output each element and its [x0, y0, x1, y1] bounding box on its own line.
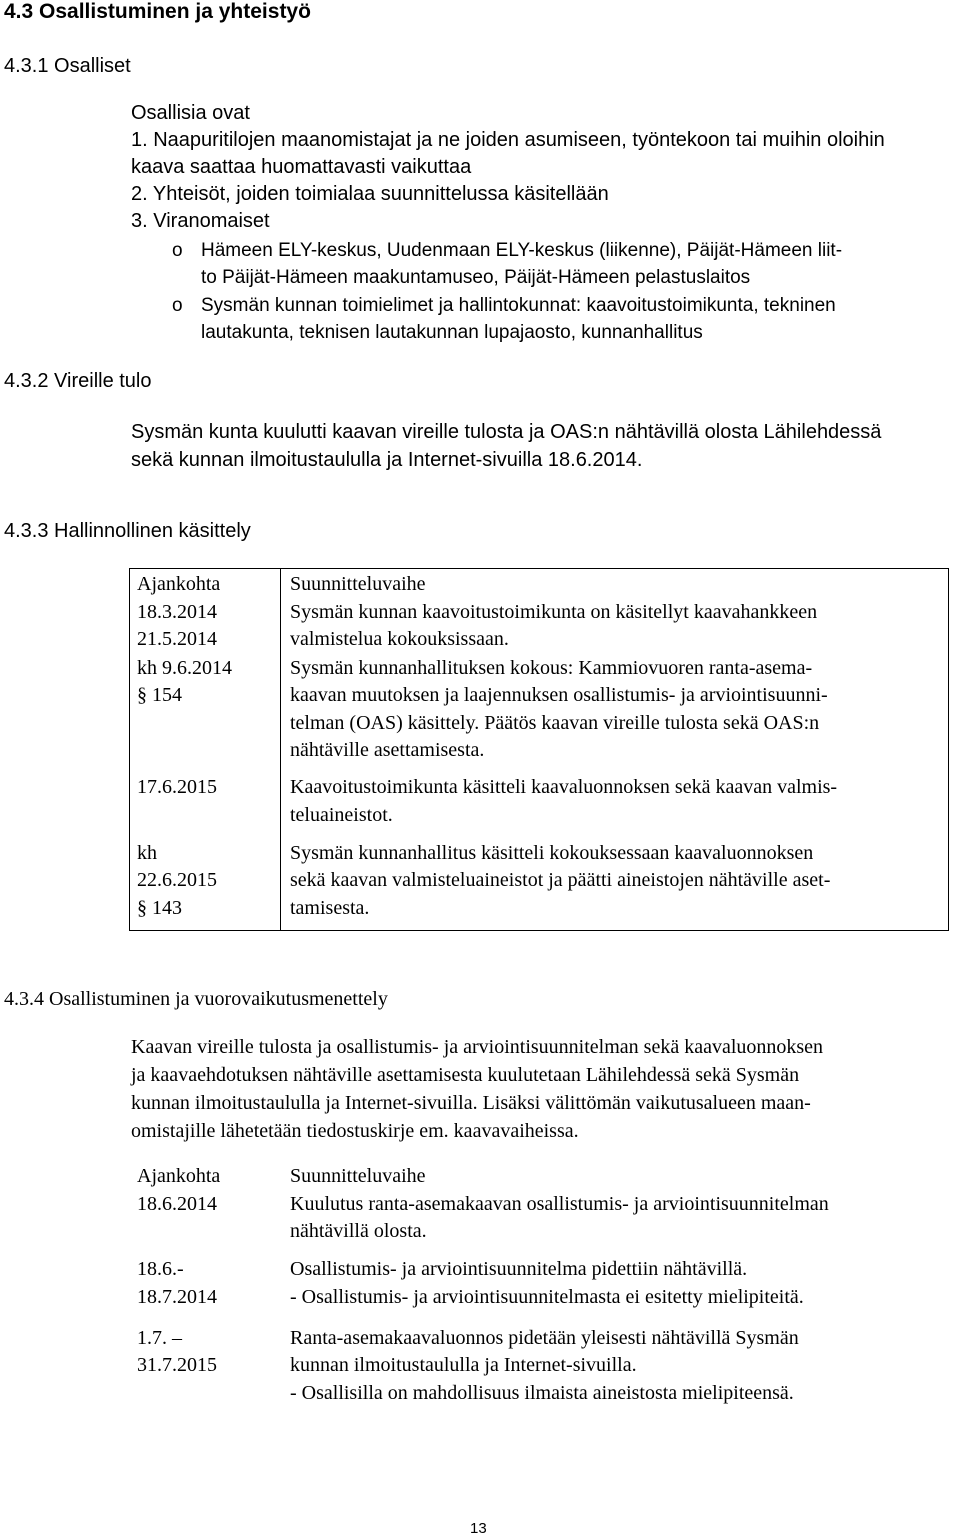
osalliset-heading: 4.3.1 Osalliset [4, 55, 131, 77]
table-cell-text: Kuulutus ranta-asemakaavan osallistumis- ja arviointisuunnitelman [290, 1193, 829, 1215]
table-cell-text: kaavan muutoksen ja laajennuksen osallistumis- ja arviointisuunni- [290, 684, 828, 706]
table-cell-text: - Osallistumis- ja arviointisuunnitelmasta ei esitetty mielipiteitä. [290, 1286, 804, 1308]
table-cell-text: Sysmän kunnanhallitus käsitteli kokouksessaan kaavaluonnoksen [290, 842, 814, 864]
table-header-ajankohta: Ajankohta [137, 573, 221, 595]
table-cell-date: 21.5.2014 [137, 628, 217, 650]
table-cell-text: Kaavoitustoimikunta käsitteli kaavaluonnoksen sekä kaavan valmis- [290, 776, 838, 798]
vireille-line-1: Sysmän kunta kuulutti kaavan vireille tulosta ja OAS:n nähtävillä olosta Lähilehdessä [131, 421, 882, 443]
table-cell-text: Sysmän kunnan kaavoitustoimikunta on käsitellyt kaavahankkeen [290, 601, 818, 623]
table-cell-text: Osallistumis- ja arviointisuunnitelma pidettiin nähtävillä. [290, 1258, 748, 1280]
table-cell-date: kh 9.6.2014 [137, 657, 232, 679]
hallinnollinen-heading: 4.3.3 Hallinnollinen käsittely [4, 520, 251, 542]
table-cell-text: valmistelua kokouksissaan. [290, 628, 509, 650]
table-header-ajankohta: Ajankohta [137, 1165, 221, 1187]
table-cell-text: Ranta-asemakaavaluonnos pidetään yleisesti nähtävillä Sysmän [290, 1327, 799, 1349]
table-cell-date: 31.7.2015 [137, 1354, 217, 1376]
table-cell-date: 18.6.2014 [137, 1193, 217, 1215]
table-column-divider [280, 568, 281, 931]
table-cell-text: teluaineistot. [290, 804, 393, 826]
paragraph-line: Kaavan vireille tulosta ja osallistumis- ja arviointisuunnitelman sekä kaavaluonnoksen [131, 1036, 824, 1058]
table-cell-date: kh [137, 842, 157, 864]
paragraph-line: omistajille lähetetään tiedostuskirje em. kaavavaiheissa. [131, 1120, 579, 1142]
paragraph-line: kunnan ilmoitustaululla ja Internet-sivuilla. Lisäksi välittömän vaikutusalueen maan- [131, 1092, 811, 1114]
table-cell-text: sekä kaavan valmisteluaineistot ja päätti aineistojen nähtäville aset- [290, 869, 831, 891]
viranomaiset-sub-2-line-1: Sysmän kunnan toimielimet ja hallintokunnat: kaavoitustoimikunta, tekninen [201, 295, 836, 316]
table-border-left [129, 568, 130, 931]
viranomaiset-sub-1-line-2: to Päijät-Hämeen maakuntamuseo, Päijät-Hämeen pelastuslaitos [201, 267, 751, 288]
viranomaiset-sub-2-line-2: lautakunta, teknisen lautakunnan lupajaosto, kunnanhallitus [201, 322, 703, 343]
vireille-line-2: sekä kunnan ilmoitustaululla ja Internet-sivuilla 18.6.2014. [131, 449, 643, 471]
table-cell-date: 18.3.2014 [137, 601, 217, 623]
table-cell-text: - Osallisilla on mahdollisuus ilmaista aineistosta mielipiteensä. [290, 1382, 794, 1404]
table-border-bottom [129, 930, 949, 931]
viranomaiset-sub-1-line-1: Hämeen ELY-keskus, Uudenmaan ELY-keskus (liikenne), Päijät-Hämeen liit- [201, 240, 843, 261]
table-border-top [129, 568, 949, 569]
vireille-heading: 4.3.2 Vireille tulo [4, 370, 152, 392]
table-cell-date: § 154 [137, 684, 182, 706]
table-cell-date: 1.7. – [137, 1327, 182, 1349]
vuorovaikutus-heading: 4.3.4 Osallistuminen ja vuorovaikutusmenettely [4, 988, 388, 1010]
table-cell-date: 18.7.2014 [137, 1286, 217, 1308]
table-cell-date: 18.6.- [137, 1258, 184, 1280]
osalliset-item-1-line-1: 1. Naapuritilojen maanomistajat ja ne joiden asumiseen, työntekoon tai muihin oloihin [131, 129, 885, 151]
table-cell-text: kunnan ilmoitustaululla ja Internet-sivuilla. [290, 1354, 637, 1376]
table-cell-text: nähtäville asettamisesta. [290, 739, 485, 761]
osalliset-item-3: 3. Viranomaiset [131, 210, 270, 232]
table-cell-date: 22.6.2015 [137, 869, 217, 891]
table-cell-text: nähtävillä olosta. [290, 1220, 427, 1242]
table-border-right [948, 568, 949, 931]
table-cell-text: telman (OAS) käsittely. Päätös kaavan vireille tulosta sekä OAS:n [290, 712, 820, 734]
table-cell-text: tamisesta. [290, 897, 370, 919]
osalliset-item-2: 2. Yhteisöt, joiden toimialaa suunnittelussa käsitellään [131, 183, 609, 205]
table-header-suunnitteluvaihe: Suunnitteluvaihe [290, 573, 426, 595]
table-cell-text: Sysmän kunnanhallituksen kokous: Kammiovuoren ranta-asema- [290, 657, 813, 679]
bullet-marker: o [172, 240, 183, 261]
table-cell-date: § 143 [137, 897, 182, 919]
bullet-marker: o [172, 295, 183, 316]
table-header-suunnitteluvaihe: Suunnitteluvaihe [290, 1165, 426, 1187]
table-cell-date: 17.6.2015 [137, 776, 217, 798]
section-heading: 4.3 Osallistuminen ja yhteistyö [4, 0, 311, 23]
page-number: 13 [470, 1520, 487, 1537]
osalliset-item-1-line-2: kaava saattaa huomattavasti vaikuttaa [131, 156, 472, 178]
osalliset-intro: Osallisia ovat [131, 102, 250, 124]
paragraph-line: ja kaavaehdotuksen nähtäville asettamisesta kuulutetaan Lähilehdessä sekä Sysmän [131, 1064, 800, 1086]
